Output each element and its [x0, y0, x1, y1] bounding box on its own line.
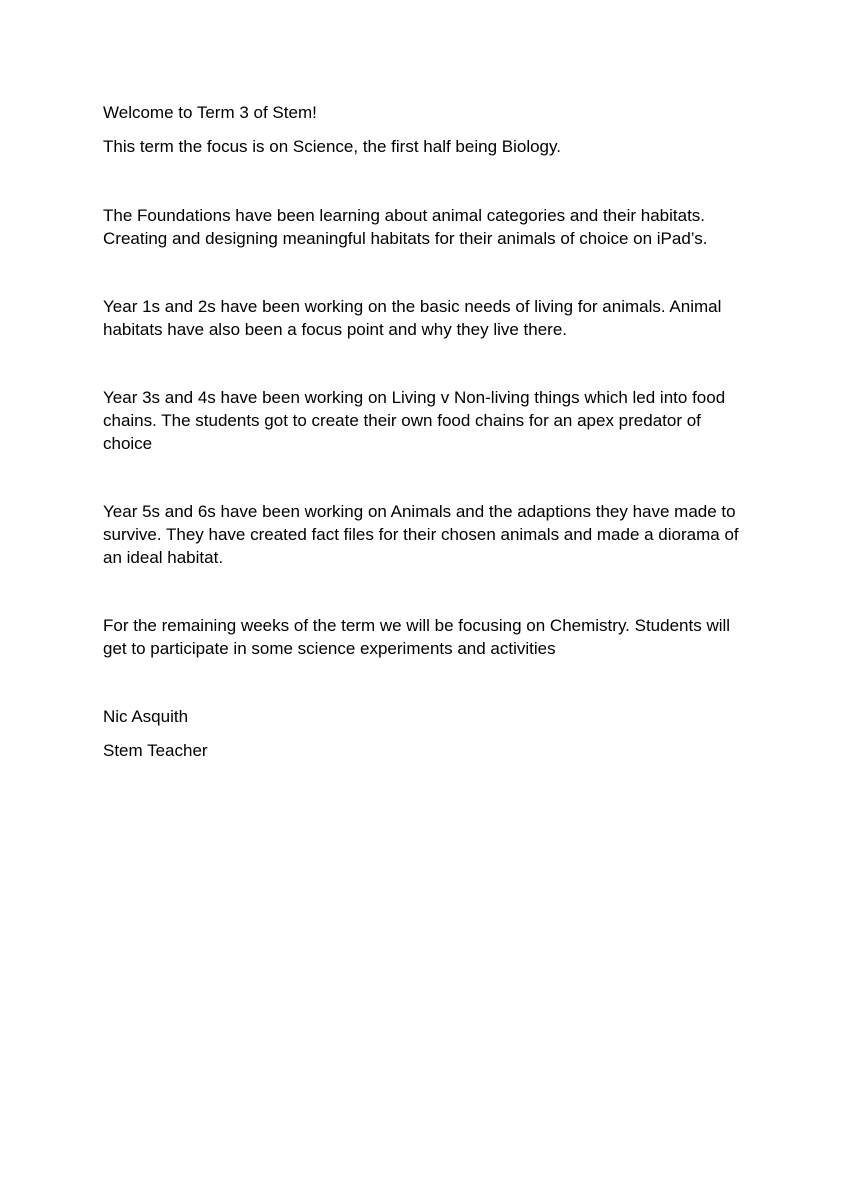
year-5-6-paragraph: Year 5s and 6s have been working on Animals and the adaptions they have made to survive. They have created fact files for their chosen animals and made a diorama of an ideal habitat.: [103, 502, 739, 567]
foundations-paragraph: The Foundations have been learning about animal categories and their habitats. Creating and designing meaningful habitats for their animals of choice on iPad’s.: [103, 206, 708, 248]
signature-name: Nic Asquith: [103, 707, 189, 726]
signature-title: Stem Teacher: [103, 741, 208, 760]
greeting-text: Welcome to Term 3 of Stem!: [103, 103, 317, 122]
intro-text: This term the focus is on Science, the first half being Biology.: [103, 137, 561, 156]
year-1-2-paragraph: Year 1s and 2s have been working on the basic needs of living for animals. Animal habitats have also been a focus point and why they live there.: [103, 297, 722, 339]
remaining-weeks-paragraph: For the remaining weeks of the term we will be focusing on Chemistry. Students will get to participate in some science experiments and activities: [103, 616, 731, 658]
year-3-4-paragraph: Year 3s and 4s have been working on Living v Non-living things which led into food chains. The students got to create their own food chains for an apex predator of choice: [103, 388, 726, 453]
